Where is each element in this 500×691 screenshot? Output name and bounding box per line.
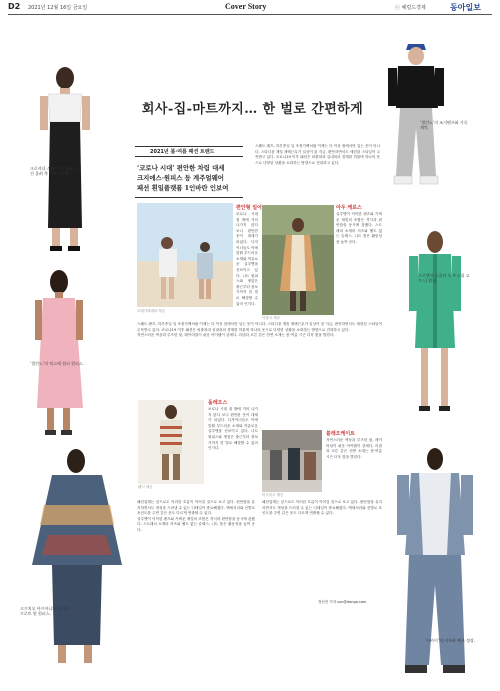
headline: 회사-집-마트까지… 한 벌로 간편하게	[141, 102, 364, 117]
model-mid-left	[25, 268, 95, 438]
site-credit: ⓒ 헤럴드경제	[395, 5, 426, 11]
section-title-2: 아우 케로스	[336, 205, 362, 211]
photo-credit-4: 미우미우 제공	[262, 493, 284, 497]
photo-credit-2: 지방시 제공	[262, 316, 281, 320]
caption-top-left: 크로셔다 스웨어 덧 원피스 질건 올려 축 가부 스커트.	[30, 166, 82, 176]
model-bottom-left	[22, 445, 132, 670]
section-title-1: 편안형 일어	[236, 205, 262, 211]
photo-credit-1: 보테가베네타 제공	[137, 309, 166, 313]
section-name: Cover Story	[225, 2, 267, 11]
photo-beach	[137, 203, 233, 307]
subhead-line-3: 패션 흰일플랫폼 1인바란 인보여	[137, 184, 229, 192]
subhead-rule-mid	[135, 156, 243, 157]
model-mid-right	[395, 228, 475, 418]
photo-street	[262, 430, 322, 492]
subhead-line-1: ‘코로나 시대’ 편안한 차림 대세	[137, 164, 225, 172]
section-text-3: 보로나 시대 집 밖에 거의 나가지 않다 보니 편안한 옷이 대세가 되었다. 디자이너들도 이에 맞춰 부드러운 소재와 여유로운 실루엣을 선보이고 있다. 니트 원피스와 셋업은 출근부터 장보기까지 한 벌로 해결할 수 있어 인기다.	[208, 407, 258, 451]
section-text-2: 실루엣이 넉넉한 팬츠와 가벼운 재킷의 조합은 격식과 편안함을 동시에 갖췄다. 스트레치 소재의 셔츠와 벨트 없는 슬랙스, 니트 톱은 활동성을 높여 준다.	[336, 212, 382, 244]
header-rule	[8, 14, 492, 15]
intro-text: 스웨트 팬츠, 하루종일 일 조정가팩처럼 이제는 더 이상 집에서만 입는 옷이 아니다. 스타디움 재킷 재택근무가 일상이 된 지금, 편안하면서도 세련된 스타일이 주목받고 있다. 코로나19 이후 패션은 외출복과 실내복의 경계를 허물며 하나의 옷으로 다양한 상황을 소화하는 방향으로 진화하고 있다.	[255, 144, 380, 165]
subhead-rule-bottom	[135, 197, 243, 198]
model-bottom-right	[385, 445, 485, 680]
caption-mid-right: 프로엔자 스쿨러 도 뜨스필 고프 니 원피.	[418, 273, 470, 283]
caption-bottom-left: 크프치오 아프아니의 플리어 프로트 원 원피스.	[20, 606, 69, 616]
section-text-1: 보로나 시대 집 밖에 거의 나가지 않다 보니 편안한 옷이 대세가 되었다. 디자이너들도 이에 맞춰 부드러운 소재와 여유로운 실루엣을 선보이고 있다. 니트 원피스와 셋업은 출근부터 장보기까지 한 벌로 해결할 수 있어 인기다.	[236, 212, 258, 306]
model-top-right	[370, 38, 475, 198]
issue-date: 2021년 12월 16일 금요일	[28, 5, 88, 11]
photo-knit-coat	[262, 205, 334, 315]
subhead-kicker: 2021년 봄·여름 패션 트렌드	[150, 149, 215, 155]
photo-credit-3: 펜디 제공	[138, 485, 153, 489]
subhead-lines	[137, 163, 247, 193]
body-text-bottom-left: 패션업계는 앞으로도 이러한 흐름이 이어질 것으로 보고 있다. 편안함을 유지하면서도 개성을 드러낼 수 있는 디테일이 중요해졌다. 액세서리와 신발로 포인트를 주면 같은 옷도 다르게 연출할 수 있다. 실루엣이 넉넉한 팬츠와 가벼운 재킷의 조합은 격식과 편안함을 동시에 갖췄다. 스트레치 소재의 셔츠와 벨트 없는 슬랙스, 니트 톱은 활동성을 높여 준다.	[137, 500, 255, 532]
page-number: D2	[8, 2, 21, 11]
caption-top-right: ‘셀린느’의 조거팬츠와 가죽재킷.	[420, 120, 468, 130]
section-text-4: 자연스러운 색상과 루즈한 핏, 레이어링이 쉬운 아이템이 강세다. 리넨과 코튼 같은 천연 소재는 봄·여름 시즌 더욱 빛을 발한다.	[326, 438, 382, 459]
photo-stripe-outfit	[138, 400, 204, 484]
subhead-rule-top	[135, 146, 243, 147]
section-title-4: 블래오케이트	[326, 431, 355, 437]
newspaper-logo: 동아일보	[450, 3, 481, 12]
body-text-middle: 스웨트 팬츠, 하루종일 일 조정가팩처럼 이제는 더 이상 집에서만 입는 옷이 아니다. 스타디움 재킷 재택근무가 일상이 된 지금, 편안하면서도 세련된 스타일이 주목받고 있다. 코로나19 이후 패션은 외출복과 실내복의 경계를 허물며 하나의 옷으로 다양한 상황을 소화하는 방향으로 진화하고 있다. 자연스러운 색상과 루즈한 핏, 레이어링이 쉬운 아이템이 강세다. 리넨과 코튼 같은 천연 소재는 봄·여름 시즌 더욱 빛을 발한다.	[137, 322, 382, 338]
section-title-3: 돌레오스	[208, 400, 228, 406]
caption-mid-left: ‘셀린느’의 틱스에 원피 원피스.	[30, 361, 84, 366]
byline: 정선진 기자 sun@donga.com	[318, 600, 367, 604]
caption-bottom-right: ‘사카이’의 셔츠와 팬츠 정장.	[425, 638, 476, 643]
model-top-left	[20, 60, 110, 255]
body-text-bottom-right: 패션업계는 앞으로도 이러한 흐름이 이어질 것으로 보고 있다. 편안함을 유지하면서도 개성을 드러낼 수 있는 디테일이 중요해졌다. 액세서리와 신발로 포인트를 주면 같은 옷도 다르게 연출할 수 있다.	[262, 500, 382, 516]
subhead-line-2: 크지에스·원피스 등 계주얼웨어	[137, 174, 224, 182]
